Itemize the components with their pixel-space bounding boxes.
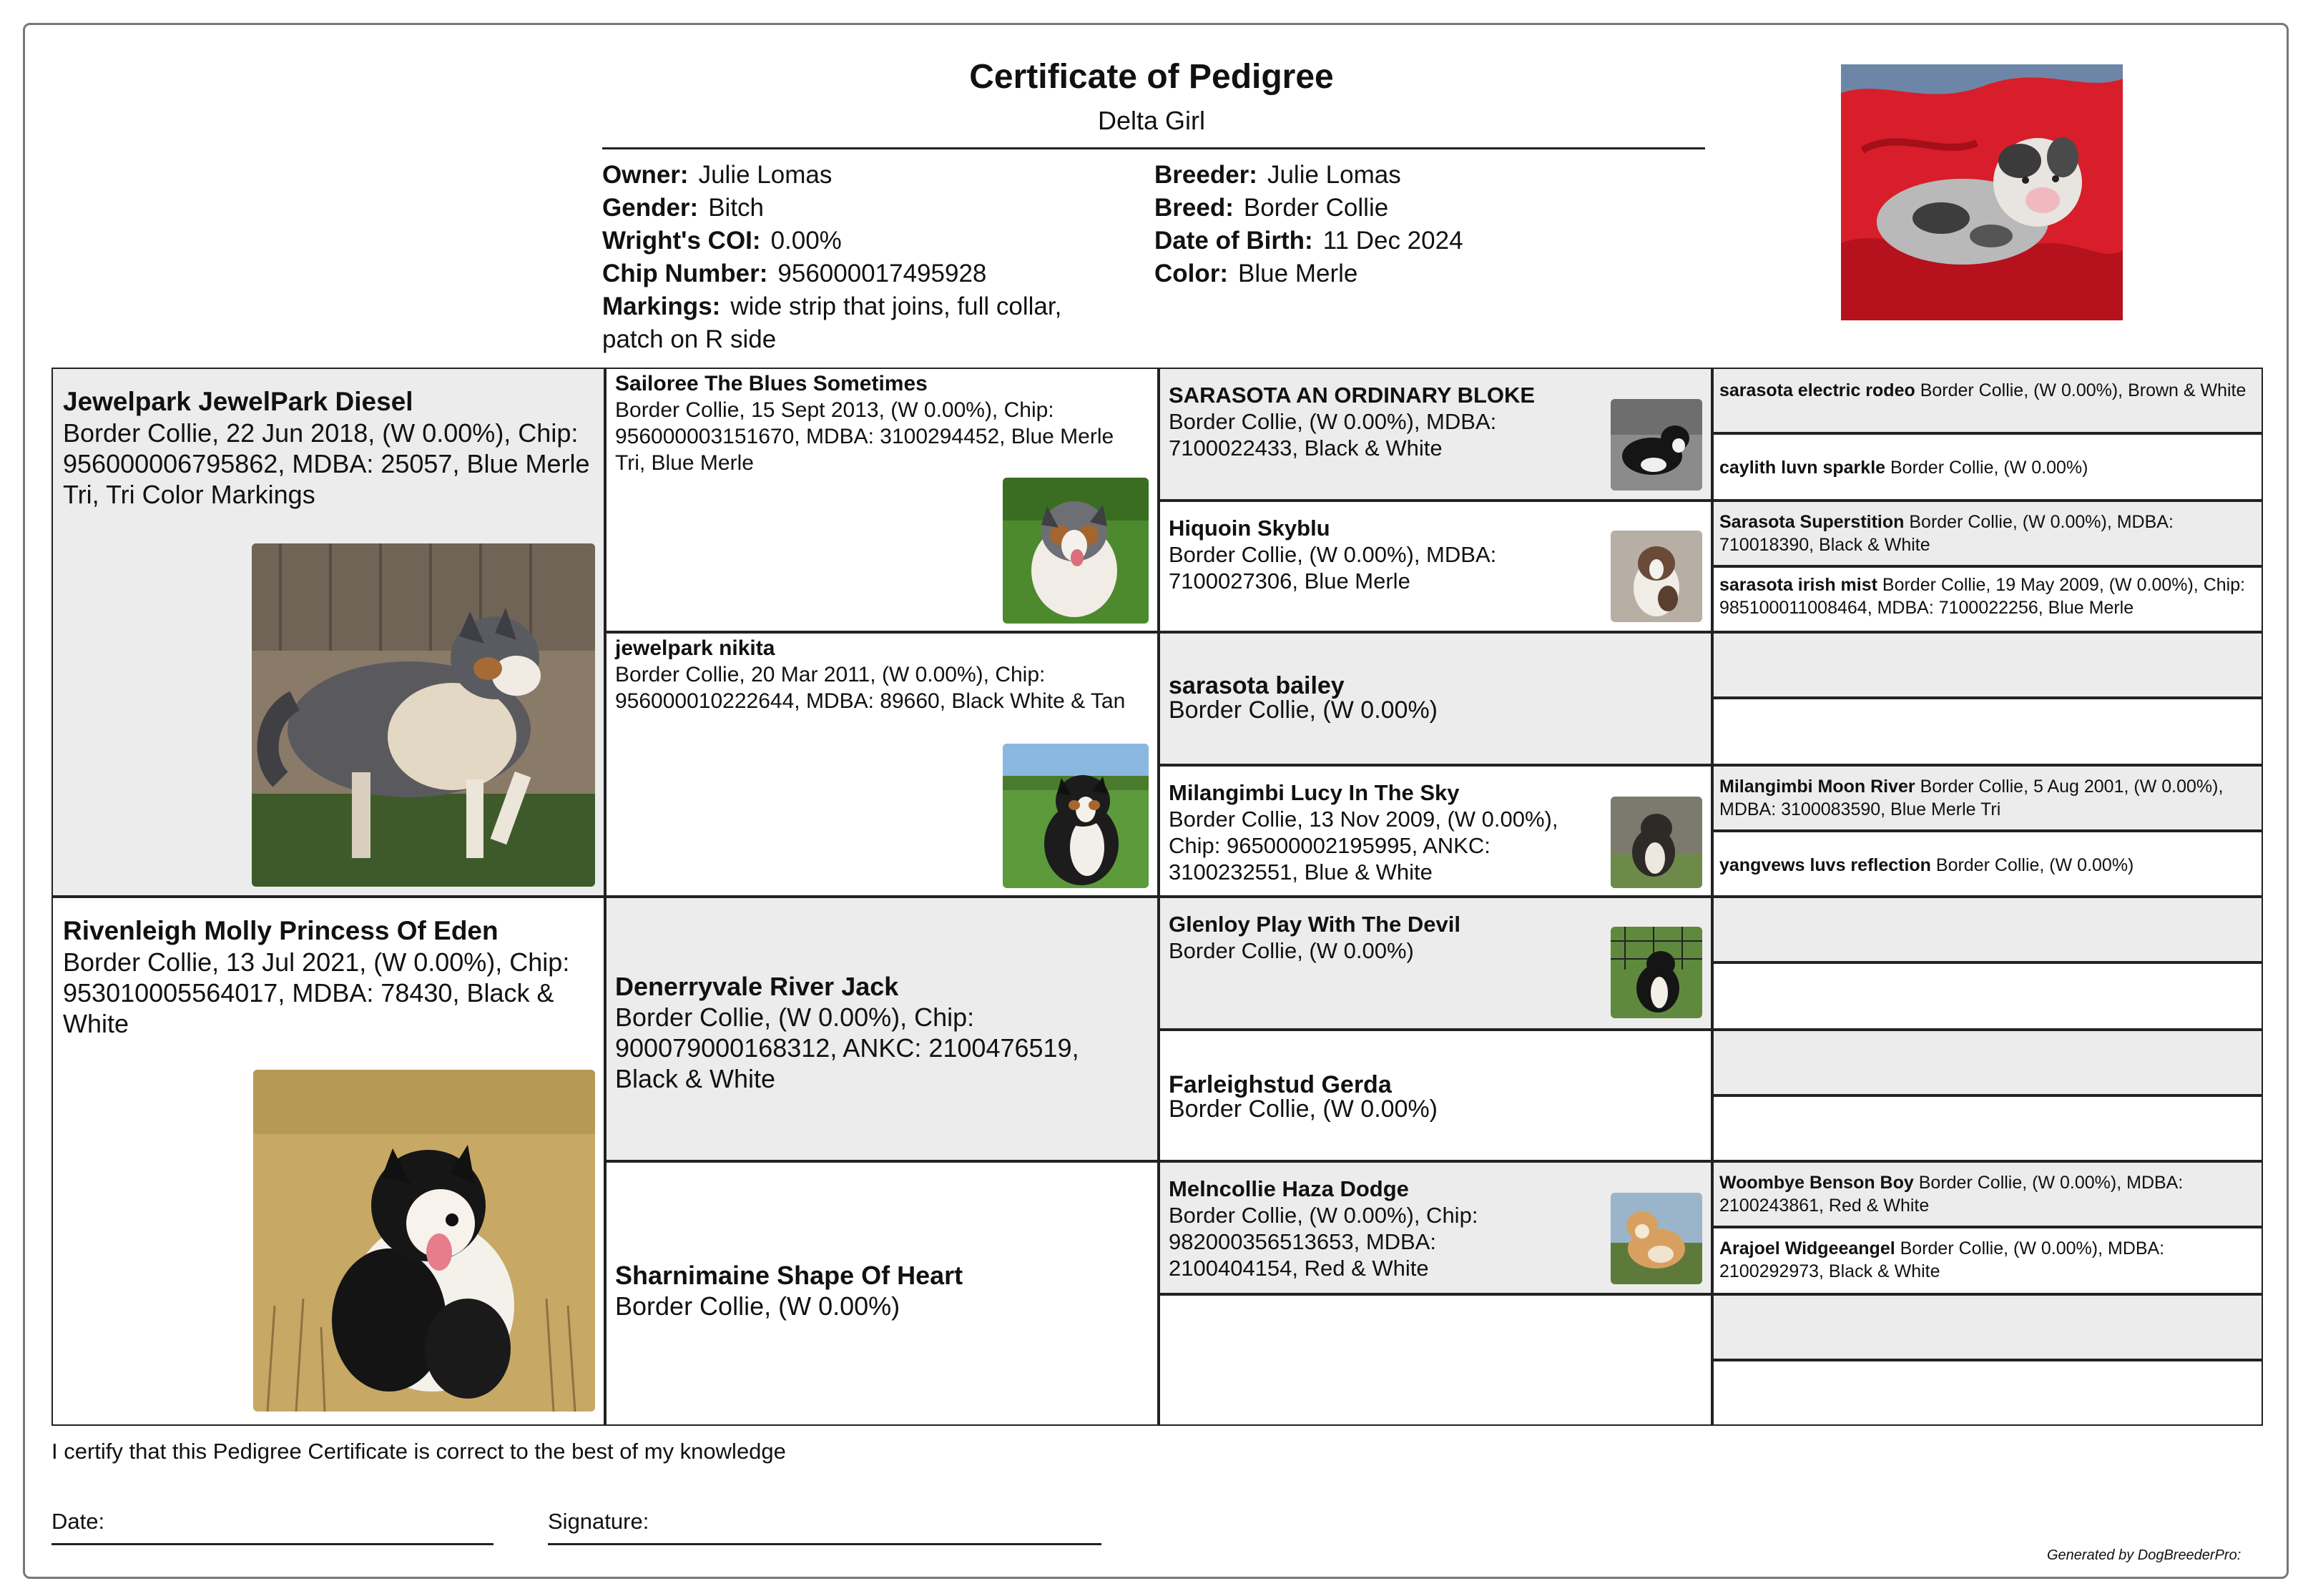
ancestor-name: jewelpark nikita: [615, 636, 775, 660]
ancestor-details: Border Collie, (W 0.00%): [1169, 696, 1438, 724]
breeder-label: Breeder:: [1154, 161, 1257, 189]
ancestor-details: Border Collie, (W 0.00%), MDBA: 7100022433, Black & White: [1169, 409, 1497, 460]
gender-value: Bitch: [708, 194, 765, 222]
gen4-cell-empty: [1712, 632, 2263, 698]
gender-label: Gender:: [602, 194, 699, 222]
ancestor-name: sarasota bailey: [1169, 672, 1345, 699]
gen4-cell-empty: [1712, 1030, 2263, 1095]
ancestor-details: Border Collie, 15 Sept 2013, (W 0.00%), Chip: 956000003151670, MDBA: 3100294452, Blue Merle Tri, Blue Merle: [615, 398, 1114, 475]
markings-value: wide strip that joins, full collar, patch on R side: [602, 292, 1062, 353]
gen3-cell-2: [1159, 501, 1712, 632]
ancestor-details: Border Collie, (W 0.00%), Chip: 982000356513653, MDBA: 2100404154, Red & White: [1169, 1203, 1478, 1281]
gen4-cell-3: [1712, 501, 2263, 566]
breed-label: Breed:: [1154, 194, 1234, 222]
gen3-cell-1: [1159, 368, 1712, 501]
gen3-cell-6: [1159, 1030, 1712, 1161]
ancestor-name: Arajoel Widgeeangel: [1719, 1238, 1895, 1258]
ancestor-details: Border Collie, (W 0.00%): [1169, 1095, 1438, 1123]
ancestor-name: Hiquoin Skyblu: [1169, 516, 1330, 541]
ancestor-details: Border Collie, (W 0.00%), MDBA: 2100243861, Red & White: [1719, 1173, 2184, 1216]
ancestor-name: Farleighstud Gerda: [1169, 1071, 1392, 1098]
breed-row: [1154, 192, 1655, 225]
date-line: [51, 1543, 494, 1545]
dam-photo: [253, 1070, 595, 1412]
gen4-cell-2: [1712, 433, 2263, 501]
gen4-cell-empty: [1712, 897, 2263, 962]
dob-label: Date of Birth:: [1154, 227, 1313, 255]
ancestor-details: Border Collie, (W 0.00%), Chip: 900079000168312, ANKC: 2100476519, Black & White: [615, 1003, 1079, 1093]
certify-statement: I certify that this Pedigree Certificate is correct to the best of my knowledge: [51, 1439, 786, 1464]
info-right: [1154, 159, 1655, 290]
gen4-cell-4: [1712, 566, 2263, 632]
ancestor-photo: [1003, 478, 1149, 624]
ancestor-details: Border Collie, (W 0.00%): [1935, 855, 2134, 875]
gen2-cell-3: [605, 897, 1159, 1161]
gen4-cell-7: [1712, 1161, 2263, 1227]
dob-value: 11 Dec 2024: [1322, 227, 1463, 255]
owner-value: Julie Lomas: [698, 161, 833, 189]
ancestor-details: Border Collie, (W 0.00%), MDBA: 710018390, Black & White: [1719, 512, 2174, 555]
gen4-cell-6: [1712, 831, 2263, 897]
sire-photo: [252, 543, 595, 887]
ancestor-details: Border Collie, (W 0.00%), MDBA: 7100027306, Blue Merle: [1169, 542, 1497, 593]
generated-by: Generated by DogBreederPro:: [2047, 1547, 2241, 1563]
ancestor-name: Milangimbi Moon River: [1719, 777, 1915, 797]
ancestor-name: sarasota irish mist: [1719, 575, 1877, 595]
dam-cell: [51, 897, 605, 1426]
gen4-cell-empty: [1712, 1095, 2263, 1161]
ancestor-photo: [1611, 797, 1702, 888]
ancestor-details: Border Collie, 5 Aug 2001, (W 0.00%), MDBA: 3100083590, Blue Merle Tri: [1719, 777, 2224, 819]
gen3-cell-empty: [1159, 1294, 1712, 1426]
ancestor-details: Border Collie, 19 May 2009, (W 0.00%), Chip: 985100011008464, MDBA: 7100022256, Blue Merle: [1719, 575, 2246, 618]
ancestor-name: Denerryvale River Jack: [615, 972, 899, 1001]
gen2-cell-1: [605, 368, 1159, 632]
gen4-cell-8: [1712, 1227, 2263, 1294]
gen3-cell-7: [1159, 1161, 1712, 1294]
gender-row: [602, 192, 1103, 225]
ancestor-photo: [1611, 1193, 1702, 1284]
gen2-cell-2: [605, 632, 1159, 897]
coi-value: 0.00%: [770, 227, 842, 255]
color-label: Color:: [1154, 260, 1229, 287]
color-row: [1154, 257, 1655, 290]
date-label: Date:: [51, 1509, 105, 1534]
chip-value: 956000017495928: [777, 260, 987, 287]
ancestor-details: Border Collie, (W 0.00%): [1169, 938, 1414, 963]
dam-name: Rivenleigh Molly Princess Of Eden: [63, 916, 499, 945]
dam-details: Border Collie, 13 Jul 2021, (W 0.00%), Chip: 953010005564017, MDBA: 78430, Black & White: [63, 947, 570, 1038]
ancestor-details: Border Collie, 13 Nov 2009, (W 0.00%), Chip: 965000002195995, ANKC: 3100232551, Blue & White: [1169, 807, 1558, 885]
ancestor-name: Sarasota Superstition: [1719, 512, 1905, 532]
ancestor-name: Sailoree The Blues Sometimes: [615, 372, 928, 395]
dob-row: [1154, 225, 1655, 257]
signature-label: Signature:: [548, 1509, 649, 1534]
ancestor-name: Melncollie Haza Dodge: [1169, 1176, 1409, 1201]
ancestor-name: yangvews luvs reflection: [1719, 855, 1931, 875]
ancestor-name: Milangimbi Lucy In The Sky: [1169, 780, 1460, 805]
coi-row: [602, 225, 1103, 257]
gen4-cell-1: [1712, 368, 2263, 433]
color-value: Blue Merle: [1238, 260, 1358, 287]
ancestor-details: Border Collie, (W 0.00%): [615, 1291, 900, 1321]
chip-row: [602, 257, 1103, 290]
ancestor-photo: [1611, 927, 1702, 1018]
ancestor-name: Sharnimaine Shape Of Heart: [615, 1261, 963, 1290]
coi-label: Wright's COI:: [602, 227, 761, 255]
puppy-photo: [1841, 64, 2123, 320]
gen3-cell-4: [1159, 765, 1712, 897]
ancestor-name: caylith luvn sparkle: [1719, 458, 1886, 478]
page-title: Certificate of Pedigree: [969, 58, 1334, 96]
ancestor-name: SARASOTA AN ORDINARY BLOKE: [1169, 383, 1536, 408]
ancestor-details: Border Collie, (W 0.00%), MDBA: 2100292973, Black & White: [1719, 1238, 2165, 1281]
ancestor-details: Border Collie, (W 0.00%): [1890, 458, 2088, 478]
breeder-value: Julie Lomas: [1267, 161, 1401, 189]
chip-label: Chip Number:: [602, 260, 768, 287]
sire-details: Border Collie, 22 Jun 2018, (W 0.00%), Chip: 956000006795862, MDBA: 25057, Blue Merle Tri, Tri Color Markings: [63, 418, 590, 509]
gen4-cell-empty: [1712, 1294, 2263, 1360]
sire-cell: [51, 368, 605, 897]
markings-row: [602, 290, 1103, 356]
gen4-cell-empty: [1712, 1360, 2263, 1426]
ancestor-name: Glenloy Play With The Devil: [1169, 912, 1460, 937]
gen2-cell-4: [605, 1161, 1159, 1426]
gen3-cell-3: [1159, 632, 1712, 765]
ancestor-photo: [1611, 399, 1702, 491]
ancestor-photo: [1003, 744, 1149, 888]
info-left: [602, 159, 1103, 356]
sire-name: Jewelpark JewelPark Diesel: [63, 387, 413, 416]
dog-name: Delta Girl: [1097, 106, 1206, 135]
gen4-cell-5: [1712, 765, 2263, 831]
ancestor-photo: [1611, 531, 1702, 622]
ancestor-details: Border Collie, (W 0.00%), Brown & White: [1920, 380, 2246, 400]
owner-label: Owner:: [602, 161, 689, 189]
breeder-row: [1154, 159, 1655, 192]
header-divider: [602, 147, 1705, 149]
gen4-cell-empty: [1712, 698, 2263, 765]
ancestor-name: sarasota electric rodeo: [1719, 380, 1915, 400]
gen4-cell-empty: [1712, 962, 2263, 1030]
ancestor-details: Border Collie, 20 Mar 2011, (W 0.00%), Chip: 956000010222644, MDBA: 89660, Black White & Tan: [615, 663, 1126, 713]
owner-row: [602, 159, 1103, 192]
breed-value: Border Collie: [1243, 194, 1389, 222]
signature-line: [548, 1543, 1101, 1545]
ancestor-name: Woombye Benson Boy: [1719, 1173, 1914, 1193]
gen3-cell-5: [1159, 897, 1712, 1030]
markings-label: Markings:: [602, 292, 721, 320]
